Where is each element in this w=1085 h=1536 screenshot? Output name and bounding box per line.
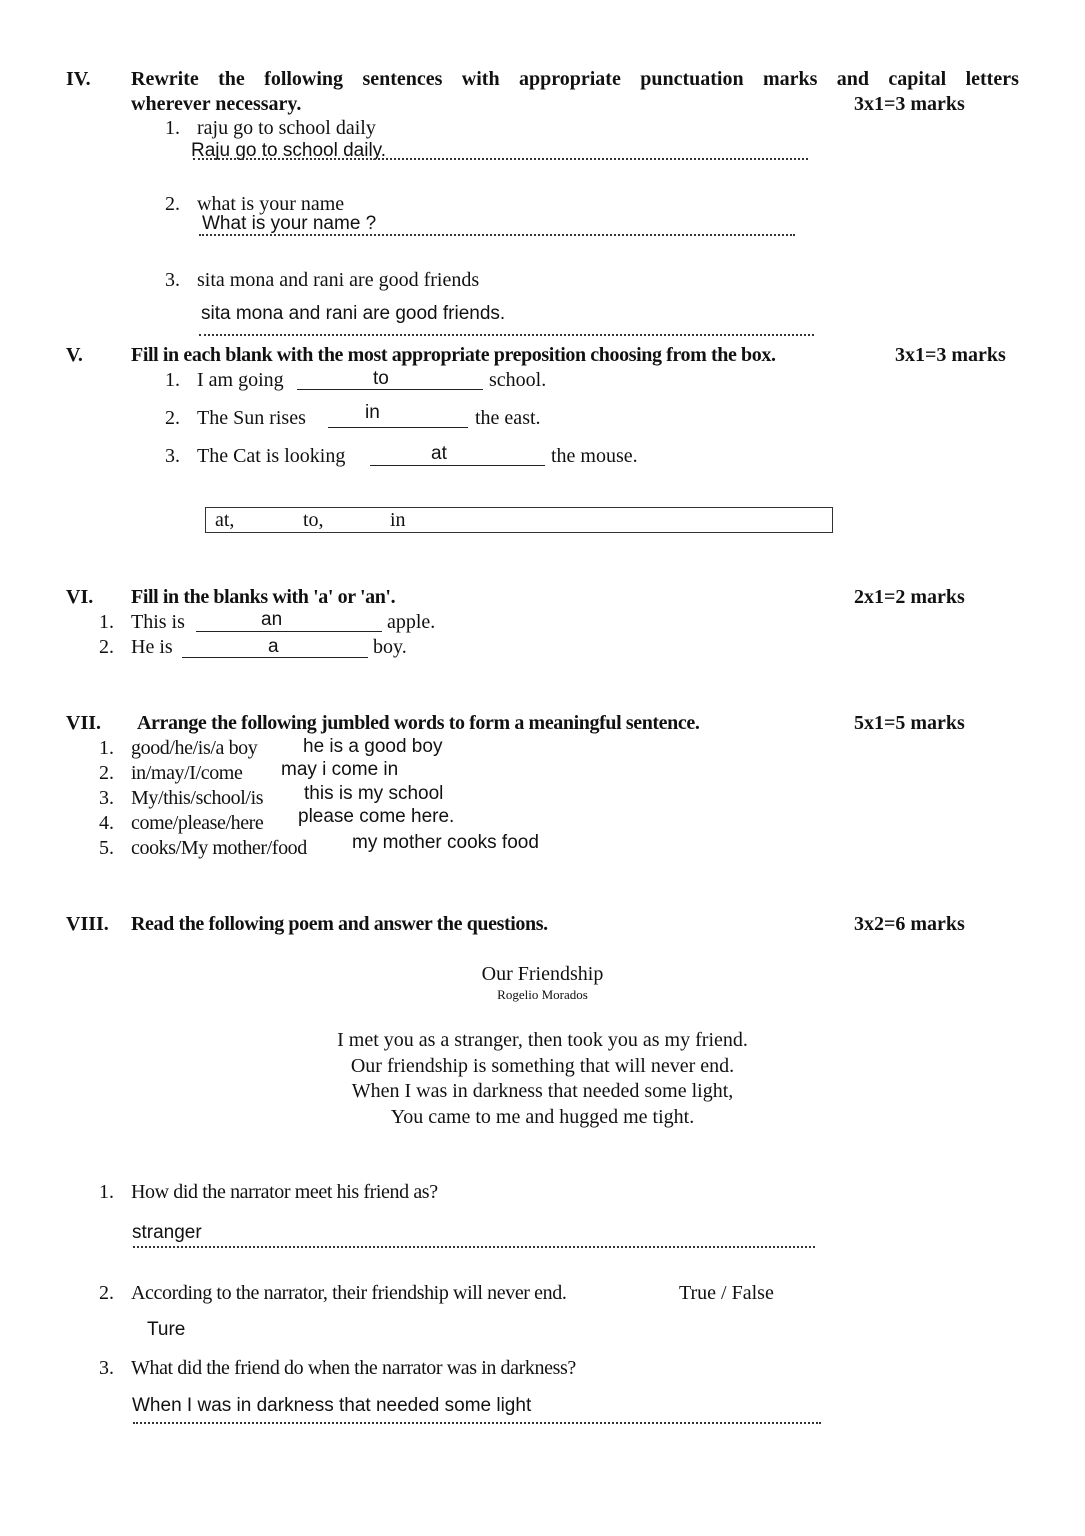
word: letters (965, 68, 1019, 90)
jumbled-words: cooks/My mother/food (131, 837, 307, 859)
word: capital (888, 68, 947, 90)
section-vi-numeral: VI. (66, 586, 94, 608)
section-iv-marks: 3x1=3 marks (854, 93, 965, 115)
poem-body (250, 1028, 835, 1130)
question-text-after: apple. (387, 611, 436, 633)
question-number: 1. (99, 737, 114, 759)
question-number: 2. (99, 1282, 114, 1304)
word-option: in (390, 509, 406, 531)
word-option: to, (303, 509, 324, 531)
section-iv-numeral: IV. (66, 68, 91, 90)
question-text-after: the mouse. (551, 445, 638, 467)
answer-text[interactable]: What is your name ? (202, 213, 377, 234)
question-number: 3. (99, 1357, 114, 1379)
question-text-before: He is (131, 636, 173, 658)
answer-line (133, 1246, 815, 1248)
arranged-answer[interactable]: this is my school (304, 783, 444, 804)
arranged-answer[interactable]: my mother cooks food (352, 832, 539, 853)
section-iv-instruction-line1 (131, 67, 1019, 91)
answer-line (133, 1422, 821, 1424)
poem-title: Our Friendship (481, 963, 604, 985)
blank-line (328, 427, 468, 428)
poem-line: I met you as a stranger, then took you as my friend. (337, 1029, 748, 1051)
poem-line: Our friendship is something that will never end. (350, 1054, 735, 1077)
jumbled-words: in/may/I/come (131, 762, 243, 784)
word: marks (762, 68, 818, 90)
answer-text[interactable]: Ture (147, 1319, 186, 1340)
blank-answer[interactable]: a (268, 636, 279, 657)
arranged-answer[interactable]: please come here. (298, 806, 455, 827)
question-text-after: the east. (475, 407, 541, 429)
word: following (264, 68, 344, 90)
question-number: 2. (99, 762, 114, 784)
blank-line (297, 389, 483, 390)
section-v-marks: 3x1=3 marks (895, 344, 1006, 366)
arranged-answer[interactable]: may i come in (281, 759, 399, 780)
question-text-before: The Sun rises (197, 407, 306, 429)
question-number: 2. (99, 636, 114, 658)
question-number: 2. (165, 407, 180, 429)
section-vi-marks: 2x1=2 marks (854, 586, 965, 608)
section-v-instruction: Fill in each blank with the most appropriate preposition choosing from the box. (131, 344, 776, 366)
blank-answer[interactable]: in (365, 402, 380, 423)
jumbled-words: good/he/is/a boy (131, 737, 258, 759)
blank-answer[interactable]: at (431, 443, 447, 464)
answer-text[interactable]: sita mona and rani are good friends. (201, 303, 506, 324)
true-false-options: True / False (679, 1282, 774, 1304)
question-text-after: boy. (373, 636, 407, 658)
section-vii-marks: 5x1=5 marks (854, 712, 965, 734)
blank-answer[interactable]: to (373, 368, 389, 389)
blank-line (196, 631, 382, 632)
poem-author: Rogelio Morados (497, 987, 588, 1002)
arranged-answer[interactable]: he is a good boy (303, 736, 443, 757)
answer-text[interactable]: Raju go to school daily. (191, 140, 387, 161)
word: with (461, 68, 500, 90)
answer-line (193, 158, 808, 160)
blank-line (370, 465, 545, 466)
question-number: 3. (165, 269, 180, 291)
question-text: According to the narrator, their friendship will never end. (131, 1282, 567, 1304)
section-vii-numeral: VII. (66, 712, 102, 734)
question-text-before: I am going (197, 369, 284, 391)
word: appropriate (518, 68, 621, 90)
question-text: sita mona and rani are good friends (197, 269, 480, 291)
section-vi-instruction: Fill in the blanks with 'a' or 'an'. (131, 586, 396, 608)
question-text: raju go to school daily (197, 117, 376, 139)
section-v-numeral: V. (66, 344, 83, 366)
question-number: 4. (99, 812, 114, 834)
poem-line: When I was in darkness that needed some light, (351, 1080, 734, 1102)
question-text-before: The Cat is looking (197, 445, 346, 467)
answer-text[interactable]: When I was in darkness that needed some light (132, 1395, 532, 1416)
question-text-after: school. (489, 369, 547, 391)
section-viii-instruction: Read the following poem and answer the questions. (131, 913, 548, 935)
section-iv-instruction-line2: wherever necessary. (131, 93, 302, 115)
jumbled-words: come/please/here (131, 812, 264, 834)
section-vii-instruction: Arrange the following jumbled words to form a meaningful sentence. (137, 712, 700, 734)
answer-line (199, 334, 814, 336)
question-text-before: This is (131, 611, 185, 633)
preposition-word-box (205, 507, 833, 533)
question-number: 1. (165, 369, 180, 391)
answer-text[interactable]: stranger (132, 1222, 202, 1243)
poem-line: You came to me and hugged me tight. (390, 1105, 695, 1128)
question-number: 2. (165, 193, 180, 215)
section-viii-numeral: VIII. (66, 913, 109, 935)
blank-answer[interactable]: an (261, 609, 283, 630)
word: punctuation (640, 68, 744, 90)
question-text: How did the narrator meet his friend as? (131, 1181, 438, 1203)
word: the (218, 68, 245, 90)
question-number: 1. (165, 117, 180, 139)
question-number: 1. (99, 611, 114, 633)
question-number: 3. (165, 445, 180, 467)
question-number: 5. (99, 837, 114, 859)
answer-line (199, 234, 795, 236)
word: and (836, 68, 870, 90)
word: Rewrite (131, 68, 199, 90)
question-text: What did the friend do when the narrator was in darkness? (131, 1357, 576, 1379)
question-text: what is your name (197, 193, 345, 215)
word: sentences (362, 68, 443, 90)
jumbled-words: My/this/school/is (131, 787, 264, 809)
question-number: 3. (99, 787, 114, 809)
question-number: 1. (99, 1181, 114, 1203)
word-option: at, (215, 509, 235, 531)
section-viii-marks: 3x2=6 marks (854, 913, 965, 935)
